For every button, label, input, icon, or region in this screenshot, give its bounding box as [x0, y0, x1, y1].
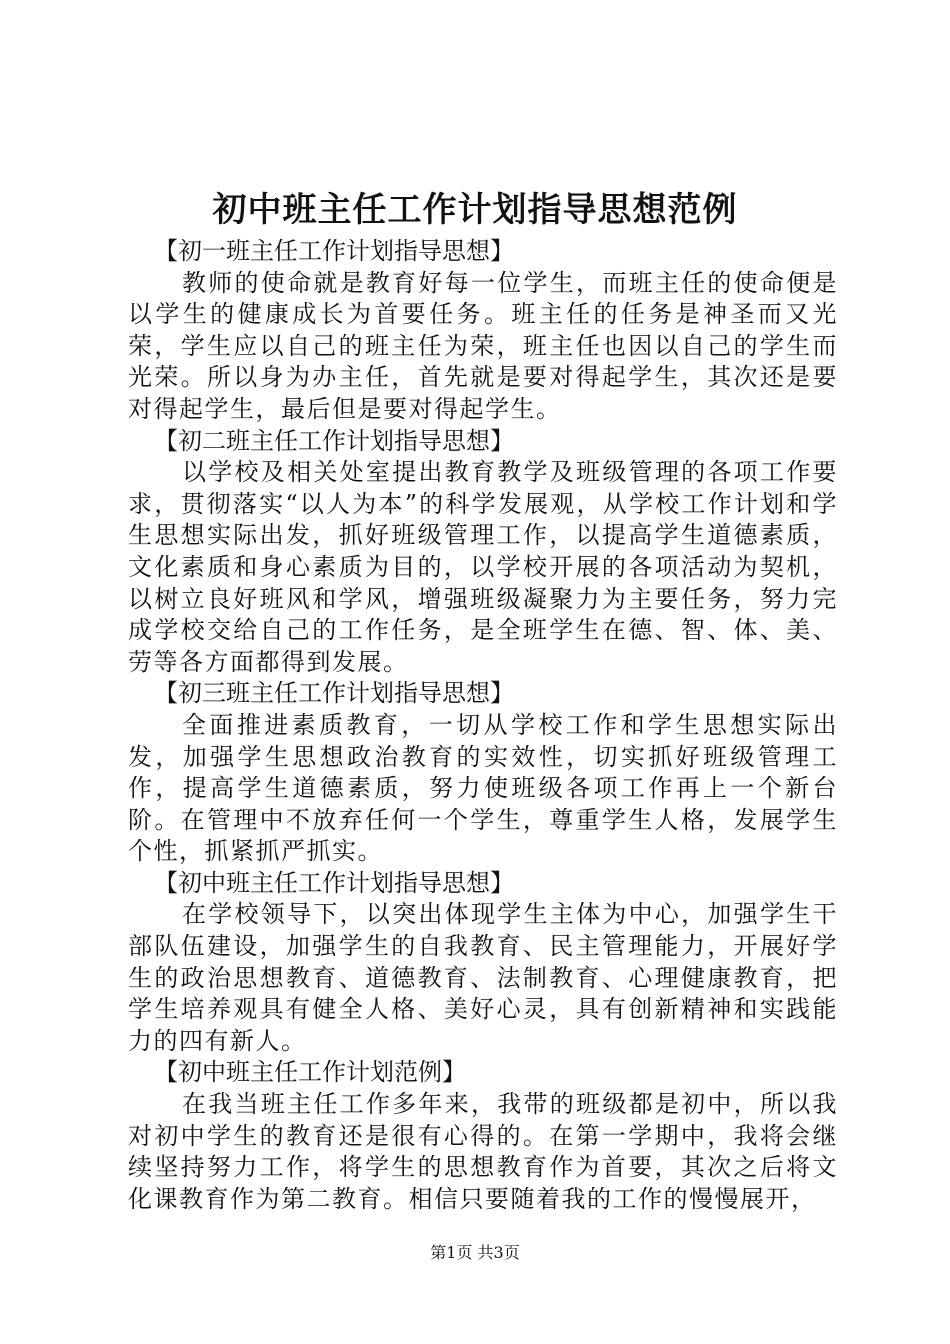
- section-paragraph: 在学校领导下，以突出体现学生主体为中心，加强学生干部队伍建设，加强学生的自我教育、民主管理能力，开展好学生的政治思想教育、道德教育、法制教育、心理健康教育，把学生培养观具有健全人格、美好心灵，具有创新精神和实践能力的四有新人。: [128, 900, 838, 1055]
- section-heading: 【初一班主任工作计划指导思想】: [154, 237, 514, 265]
- page-indicator: 第1页 共3页: [430, 1243, 520, 1262]
- document-title: 初中班主任工作计划指导思想范例: [212, 190, 738, 230]
- section-heading: 【初二班主任工作计划指导思想】: [154, 426, 514, 455]
- section-heading: 【初中班主任工作计划范例】: [154, 1058, 466, 1087]
- section-paragraph: 全面推进素质教育，一切从学校工作和学生思想实际出发，加强学生思想政治教育的实效性，切实抓好班级管理工作，提高学生道德素质，努力使班级各项工作再上一个新台阶。在管理中不放弃任何一个学生，尊重学生人格，发展学生个性，抓紧抓严抓实。: [128, 710, 838, 866]
- document-body: [128, 236, 838, 1215]
- section-paragraph: 以学校及相关处室提出教育教学及班级管理的各项工作要求，贯彻落实“以人为本”的科学发展观，从学校工作计划和学生思想实际出发，抓好班级管理工作，以提高学生道德素质，文化素质和身心素质为目的，以学校开展的各项活动为契机，以树立良好班风和学风，增强班级凝聚力为主要任务，努力完成学校交给自己的工作任务，是全班学生在德、智、体、美、劳等各方面都得到发展。: [128, 458, 838, 676]
- section-heading: 【初中班主任工作计划指导思想】: [154, 868, 514, 897]
- page-footer: [0, 1241, 950, 1265]
- section-paragraph: 在我当班主任工作多年来，我带的班级都是初中，所以我对初中学生的教育还是很有心得的。在第一学期中，我将会继续坚持努力工作，将学生的思想教育作为首要，其次之后将文化课教育作为第二教育。相信只要随着我的工作的慢慢展开，: [128, 1090, 838, 1213]
- section-heading: 【初三班主任工作计划指导思想】: [154, 679, 514, 708]
- section-paragraph: 教师的使命就是教育好每一位学生，而班主任的使命便是以学生的健康成长为首要任务。班主任的任务是神圣而又光荣，学生应以自己的班主任为荣，班主任也因以自己的学生而光荣。所以身为办主任，首先就是要对得起学生，其次还是要对得起学生，最后但是要对得起学生。: [128, 268, 838, 423]
